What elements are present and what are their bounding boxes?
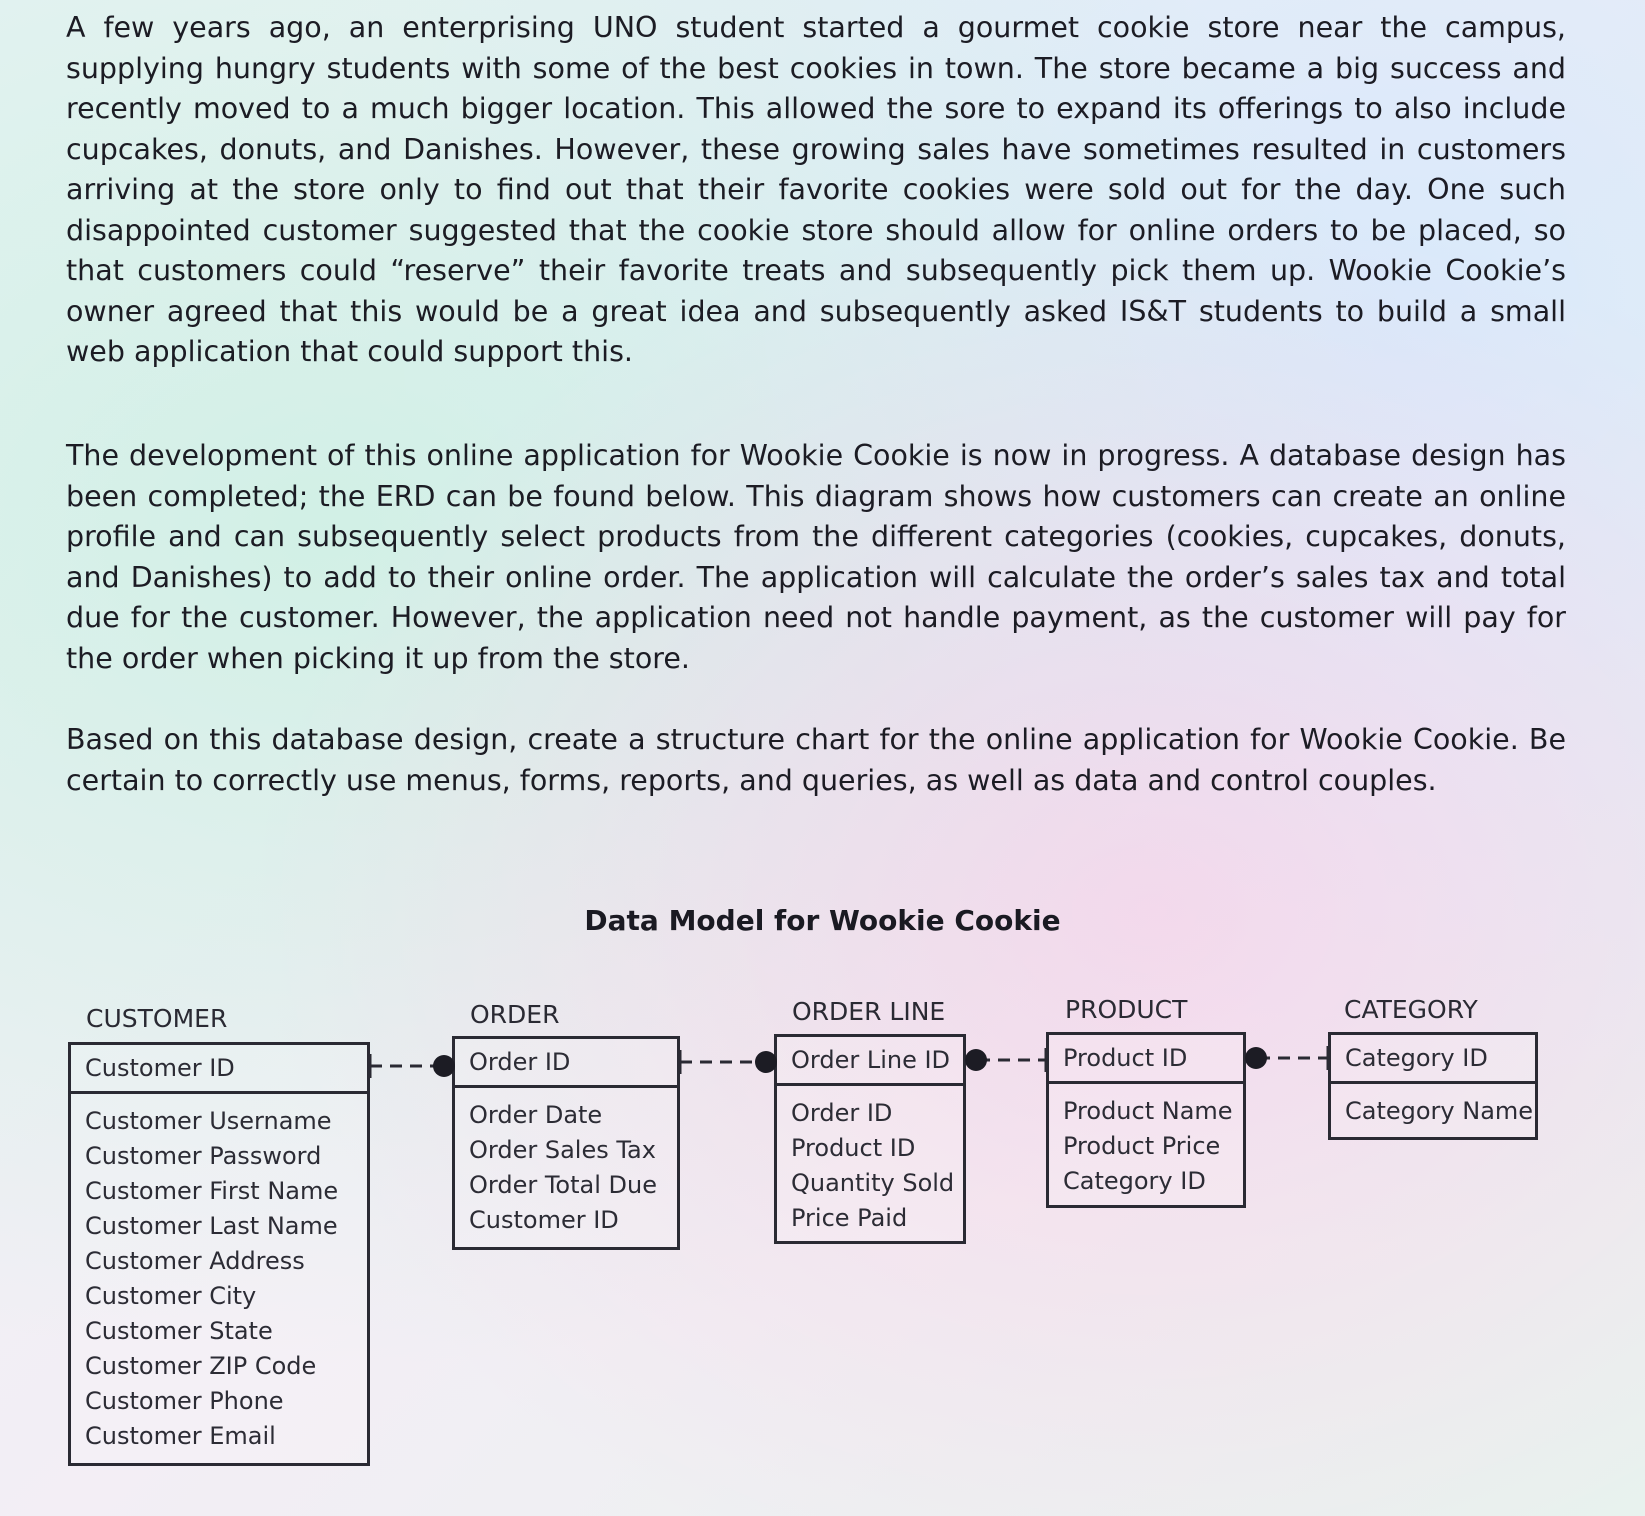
attribute: Customer Address	[85, 1247, 305, 1275]
primary-key-product: Product ID	[1049, 1035, 1243, 1084]
attribute: Customer Password	[85, 1142, 322, 1170]
diagram-title: Data Model for Wookie Cookie	[584, 904, 1061, 937]
entity-name-product: PRODUCT	[1065, 995, 1188, 1024]
attribute: Product Price	[1063, 1132, 1221, 1160]
attribute: Customer ZIP Code	[85, 1352, 317, 1380]
attribute: Order Total Due	[469, 1171, 657, 1199]
attribute: Order Sales Tax	[469, 1136, 656, 1164]
attribute: Product Name	[1063, 1097, 1233, 1125]
many-dot-product	[1245, 1047, 1267, 1069]
attribute: Customer State	[85, 1317, 273, 1345]
entity-name-category: CATEGORY	[1344, 995, 1478, 1024]
attribute: Customer First Name	[85, 1177, 339, 1205]
attribute: Category ID	[1063, 1167, 1206, 1195]
primary-key-category: Category ID	[1331, 1035, 1535, 1084]
attribute: Price Paid	[791, 1204, 908, 1232]
attribute: Customer ID	[469, 1206, 619, 1234]
many-dot-order	[433, 1055, 455, 1077]
development-paragraph: The development of this online application for Wookie Cookie is now in progress. A database design has been completed; the ERD can be found below. This diagram shows how customers can create an online profile and can subsequently select products from the different categories (cookies, cupcakes, donuts, and Danishes) to add to their online order. The application will calculate the order’s sales tax and total due for the customer. However, the application need not handle payment, as the customer will pay for the order when picking it up from the store.	[66, 439, 1566, 675]
many-dot-orderline-left	[755, 1051, 777, 1073]
attribute: Order Date	[469, 1101, 603, 1129]
attribute: Customer Username	[85, 1107, 332, 1135]
attribute: Product ID	[791, 1134, 916, 1162]
attribute: Customer City	[85, 1282, 257, 1310]
attribute: Quantity Sold	[791, 1169, 955, 1197]
attribute: Order ID	[791, 1099, 893, 1127]
primary-key-order-line: Order Line ID	[777, 1037, 963, 1086]
entity-name-customer: CUSTOMER	[86, 1004, 228, 1033]
entity-name-order-line: ORDER LINE	[792, 997, 946, 1026]
primary-key-customer: Customer ID	[71, 1045, 367, 1094]
attribute: Customer Phone	[85, 1387, 284, 1415]
attribute: Category Name	[1345, 1097, 1534, 1125]
intro-paragraph: A few years ago, an enterprising UNO student started a gourmet cookie store near the campus, supplying hungry students with some of the best cookies in town. The store became a big success and recently moved to a much bigger location. This allowed the sore to expand its offerings to also include cupcakes, donuts, and Danishes. However, these growing sales have sometimes resulted in customers arriving at the store only to find out that their favorite cookies were sold out for the day. One such disappointed customer suggested that the cookie store should allow for online orders to be placed, so that customers could “reserve” their favorite treats and subsequently pick them up. Wookie Cookie’s owner agreed that this would be a great idea and subsequently asked IS&T students to build a small web application that could support this.	[66, 11, 1566, 368]
primary-key-order: Order ID	[455, 1039, 677, 1088]
attribute: Customer Last Name	[85, 1212, 338, 1240]
many-dot-orderline-right	[965, 1049, 987, 1071]
entity-name-order: ORDER	[470, 1000, 560, 1029]
task-paragraph: Based on this database design, create a structure chart for the online application for Wookie Cookie. Be certain to correctly use menus, forms, reports, and queries, as well as data and control couples.	[66, 723, 1566, 797]
attribute: Customer Email	[85, 1422, 276, 1450]
